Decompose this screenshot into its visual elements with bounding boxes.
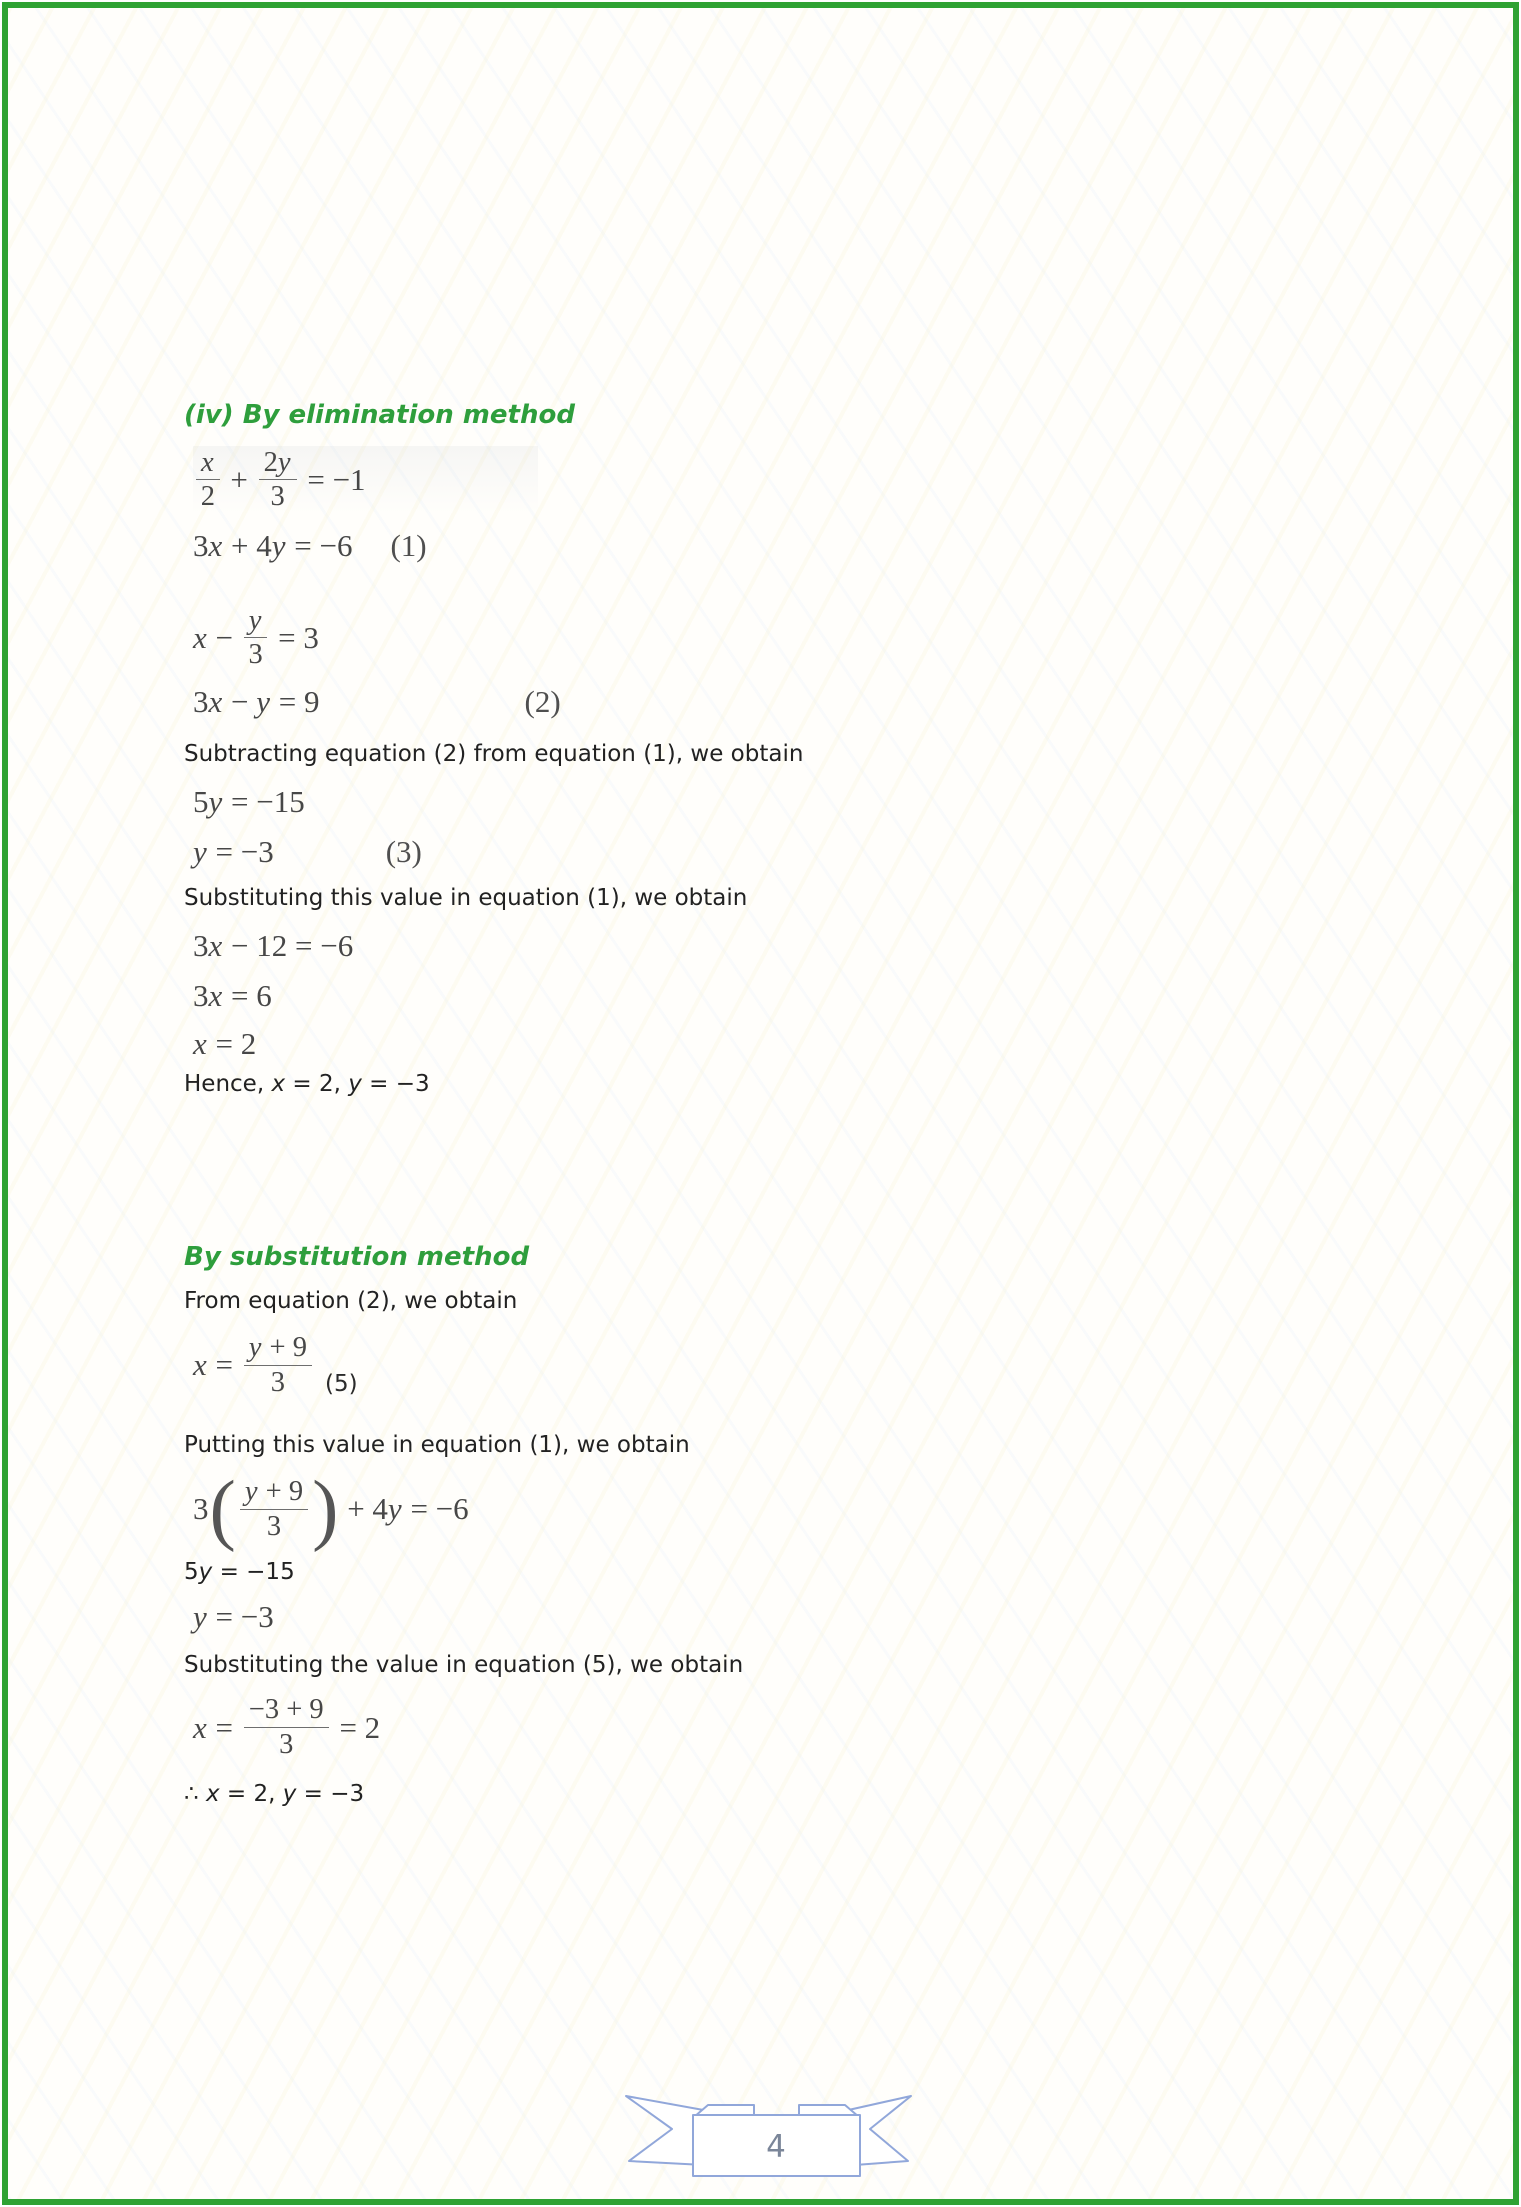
conclusion-text xyxy=(184,1070,1364,1100)
equation-number: (1) xyxy=(390,527,427,563)
math-expression: 5y = −15 xyxy=(184,1558,295,1585)
body-text: From equation (2), we obtain xyxy=(184,1288,518,1315)
math-expression: 3x − 12 = −6 xyxy=(193,927,354,963)
math-expression: y = −3 xyxy=(193,833,274,869)
math-expression: x = 2 xyxy=(193,1025,257,1061)
equation-line xyxy=(193,978,1364,1014)
math-expression: Hence, x = 2, y = −3 xyxy=(184,1070,430,1097)
equation-line xyxy=(193,1693,1364,1761)
equation-number: (5) xyxy=(325,1371,358,1398)
solution-content xyxy=(184,399,1364,1810)
section-heading-elimination xyxy=(184,399,1364,432)
math-expression: 3x = 6 xyxy=(193,977,272,1013)
body-text xyxy=(184,1558,1364,1588)
math-expression: x = $\frac{-3 + 9}{3}$ = 2 xyxy=(193,1694,381,1760)
conclusion-text xyxy=(184,1780,1364,1810)
body-text: Substituting this value in equation (1), we obtain xyxy=(184,884,748,911)
math-expression: x − $\frac{y}{3}$ = 3 xyxy=(193,604,319,671)
equation-line xyxy=(193,1026,1364,1062)
math-expression: $\frac{x}{2}$ + $\frac{2y}{3}$ = −1 xyxy=(193,446,366,514)
equation-line xyxy=(193,928,1364,964)
heading-item-number: (iv) xyxy=(184,400,243,430)
equation-line xyxy=(193,684,1364,720)
equation-number: (3) xyxy=(385,833,422,869)
equation-line xyxy=(193,1465,1364,1553)
equation-line xyxy=(193,446,538,514)
equation-line xyxy=(193,1331,1364,1399)
page-number: 4 xyxy=(766,2129,786,2165)
equation-line xyxy=(193,604,1364,672)
equation-line xyxy=(193,1599,1364,1635)
equation-line xyxy=(193,784,1364,820)
body-text: Substituting the value in equation (5), we obtain xyxy=(184,1652,744,1679)
math-expression: 3x + 4y = −6 xyxy=(193,527,353,563)
body-text: Putting this value in equation (1), we obtain xyxy=(184,1432,690,1459)
heading-title: By elimination method xyxy=(242,400,575,430)
math-expression: ∴ x = 2, y = −3 xyxy=(184,1780,365,1807)
math-expression: 3x − y = 9 xyxy=(193,684,320,720)
equation-number: (2) xyxy=(524,684,561,720)
equation-line xyxy=(193,528,1364,564)
equation-line xyxy=(193,834,1364,870)
math-expression: y = −3 xyxy=(193,1599,274,1635)
math-expression: 3 ( $\frac{y + 9}{3}$ ) + 4y = −6 xyxy=(193,1465,469,1553)
section-heading-substitution: By substitution method xyxy=(184,1241,530,1272)
page-number-ribbon xyxy=(608,2084,928,2204)
body-text: Subtracting equation (2) from equation (1), we obtain xyxy=(184,741,804,768)
page-border xyxy=(2,2,1519,2205)
math-expression: 5y = −15 xyxy=(193,783,305,819)
math-expression: x = $\frac{y + 9}{3}$ xyxy=(193,1331,315,1399)
